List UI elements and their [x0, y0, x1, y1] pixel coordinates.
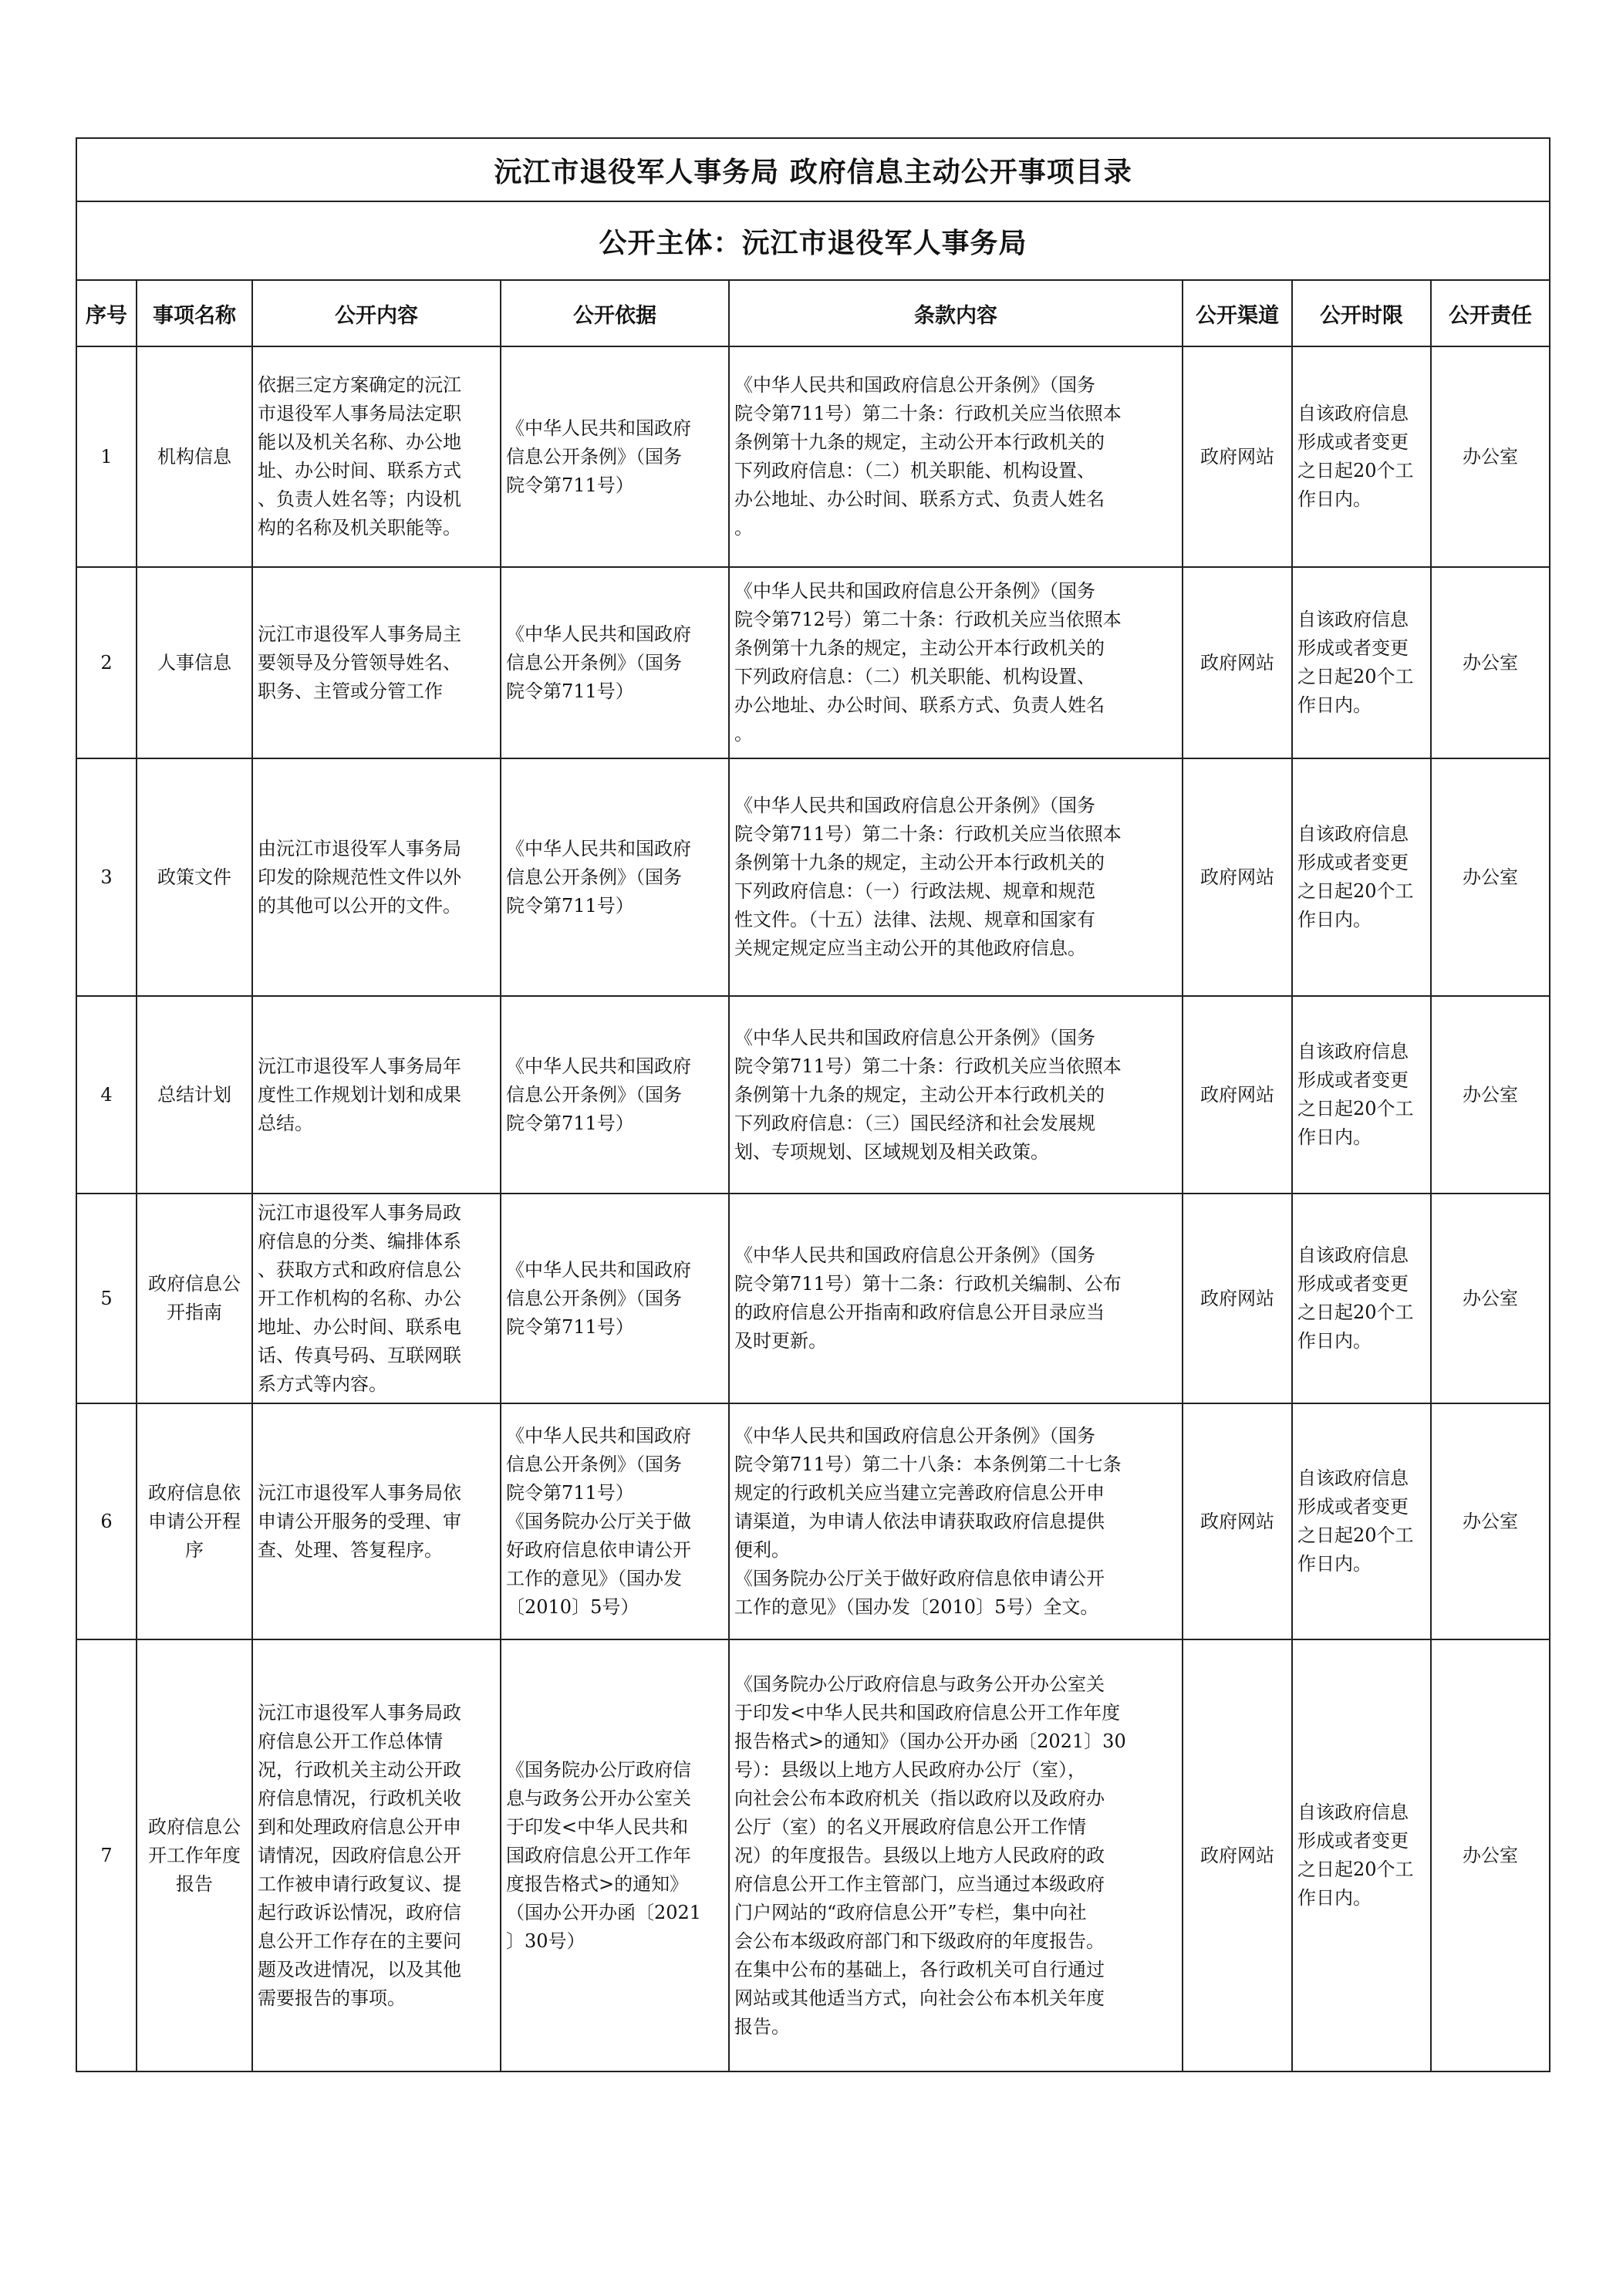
disclosure-content-text: 沅江市退役军人事务局主 要领导及分管领导姓名、 职务、主管或分管工作 [258, 623, 461, 702]
row-number-text: 6 [100, 1510, 113, 1532]
row-number [76, 758, 137, 996]
header-item-name: 事项名称 [137, 280, 252, 346]
disclosure-channel-text: 政府网站 [1200, 445, 1274, 468]
disclosure-channel [1183, 996, 1292, 1194]
disclosure-content [252, 1403, 501, 1639]
disclosure-content [252, 758, 501, 996]
disclosure-content [252, 996, 501, 1194]
disclosure-channel [1183, 1194, 1292, 1403]
disclosure-deadline-text: 自该政府信息 形成或者变更 之日起20个工 作日内。 [1297, 1041, 1414, 1148]
clause-content [729, 346, 1183, 567]
disclosure-content-text: 由沅江市退役军人事务局 印发的除规范性文件以外 的其他可以公开的文件。 [258, 837, 461, 917]
responsible-unit-text: 办公室 [1463, 1083, 1519, 1106]
responsible-unit-text: 办公室 [1463, 651, 1519, 674]
disclosure-content [252, 1194, 501, 1403]
item-name-text: 政策文件 [157, 866, 231, 888]
header-row [76, 280, 1550, 346]
row-number [76, 1194, 137, 1403]
disclosure-content [252, 567, 501, 758]
item-name [137, 1639, 252, 2071]
row-number [76, 567, 137, 758]
disclosure-basis [501, 346, 729, 567]
header-duty: 公开责任 [1431, 280, 1550, 346]
disclosure-basis-text: 《中华人民共和国政府 信息公开条例》（国务 院令第711号） [506, 837, 691, 917]
header-basis: 公开依据 [501, 280, 729, 346]
disclosure-basis [501, 567, 729, 758]
disclosure-content-text: 沅江市退役军人事务局政 府信息公开工作总体情 况，行政机关主动公开政 府信息情况，行政机关收 到和处理政府信息公开申 请情况，因政府信息公开 工作被申请行政复议、提 起行政诉讼情况，政府信 息公开工作存在的主要问 题及改进情况，以及其他 需要报告的事项。 [258, 1701, 461, 2009]
disclosure-basis-text: 《中华人民共和国政府 信息公开条例》（国务 院令第711号） [506, 1055, 691, 1134]
table-row [76, 346, 1550, 567]
responsible-unit [1431, 758, 1550, 996]
responsible-unit-text: 办公室 [1463, 866, 1519, 888]
table-row [76, 1194, 1550, 1403]
disclosure-content [252, 1639, 501, 2071]
disclosure-channel-text: 政府网站 [1200, 1844, 1274, 1866]
responsible-unit-text: 办公室 [1463, 1510, 1519, 1532]
disclosure-channel-text: 政府网站 [1200, 866, 1274, 888]
disclosure-channel-text: 政府网站 [1200, 1510, 1274, 1532]
disclosure-deadline [1292, 1194, 1431, 1403]
disclosure-deadline [1292, 1639, 1431, 2071]
table-row [76, 567, 1550, 758]
responsible-unit-text: 办公室 [1463, 445, 1519, 468]
disclosure-deadline [1292, 1403, 1431, 1639]
item-name-text: 政府信息公 开工作年度 报告 [148, 1815, 241, 1895]
disclosure-basis-text: 《国务院办公厅政府信 息与政务公开办公室关 于印发<中华人民共和 国政府信息公开工作年 度报告格式>的通知》 （国办公开办函〔2021 〕30号） [506, 1758, 702, 1952]
disclosure-deadline [1292, 346, 1431, 567]
clause-content-text: 《国务院办公厅政府信息与政务公开办公室关 于印发<中华人民共和国政府信息公开工作年度 报告格式>的通知》（国办公开办函〔2021〕30 号）：县级以上地方人民政府办公厅（室）， 向社会公布本政府机关（指以政府以及政府办 公厅（室）的名义开展政府信息公开工作情 况）的年度报告。县级以上地方人民政府的政 府信息公开工作主管部门，应当通过本级政府 门户网站的“政府信息公开”专栏，集中向社 会公布本级政府部门和下级政府的年度报告。 在集中公布的基础上，各行政机关可自行通过 网站或其他适当方式，向社会公布本机关年度 报告。 [734, 1673, 1126, 2038]
disclosure-channel [1183, 758, 1292, 996]
disclosure-deadline-text: 自该政府信息 形成或者变更 之日起20个工 作日内。 [1297, 403, 1414, 510]
disclosure-content-text: 沅江市退役军人事务局政 府信息的分类、编排体系 、获取方式和政府信息公 开工作机构的名称、办公 地址、办公时间、联系电 话、传真号码、互联网联 系方式等内容。 [258, 1201, 461, 1395]
responsible-unit [1431, 1403, 1550, 1639]
disclosure-content-text: 依据三定方案确定的沅江 市退役军人事务局法定职 能以及机关名称、办公地 址、办公时间、联系方式 、负责人姓名等；内设机 构的名称及机关职能等。 [258, 374, 461, 539]
item-name [137, 567, 252, 758]
item-name [137, 996, 252, 1194]
row-number-text: 1 [100, 445, 113, 468]
disclosure-channel [1183, 1639, 1292, 2071]
item-name [137, 758, 252, 996]
item-name-text: 机构信息 [157, 445, 231, 468]
disclosure-deadline-text: 自该政府信息 形成或者变更 之日起20个工 作日内。 [1297, 1467, 1414, 1575]
disclosure-deadline-text: 自该政府信息 形成或者变更 之日起20个工 作日内。 [1297, 823, 1414, 930]
disclosure-basis-text: 《中华人民共和国政府 信息公开条例》（国务 院令第711号） [506, 1258, 691, 1338]
clause-content-text: 《中华人民共和国政府信息公开条例》（国务 院令第711号）第二十条：行政机关应当依照本 条例第十九条的规定，主动公开本行政机关的 下列政府信息：（二）机关职能、机构设置、 办公地址、办公时间、联系方式、负责人姓名 。 [734, 374, 1122, 539]
disclosure-basis-text: 《中华人民共和国政府 信息公开条例》（国务 院令第711号） [506, 623, 691, 702]
disclosure-content-text: 沅江市退役军人事务局年 度性工作规划计划和成果 总结。 [258, 1055, 461, 1134]
row-number [76, 1639, 137, 2071]
disclosure-deadline-text: 自该政府信息 形成或者变更 之日起20个工 作日内。 [1297, 609, 1414, 716]
clause-content-text: 《中华人民共和国政府信息公开条例》（国务 院令第711号）第二十条：行政机关应当依照本 条例第十九条的规定，主动公开本行政机关的 下列政府信息：（一）行政法规、规章和规范 性文件。（十五）法律、法规、规章和国家有 关规定规定应当主动公开的其他政府信息。 [734, 795, 1122, 959]
header-content: 公开内容 [252, 280, 501, 346]
header-deadline: 公开时限 [1292, 280, 1431, 346]
disclosure-subject: 公开主体：沅江市退役军人事务局 [76, 201, 1550, 280]
disclosure-channel [1183, 567, 1292, 758]
table-row [76, 996, 1550, 1194]
table-row [76, 1403, 1550, 1639]
header-no: 序号 [76, 280, 137, 346]
row-number [76, 1403, 137, 1639]
responsible-unit [1431, 567, 1550, 758]
disclosure-basis [501, 758, 729, 996]
item-name [137, 1194, 252, 1403]
row-number-text: 3 [100, 866, 113, 888]
disclosure-basis-text: 《中华人民共和国政府 信息公开条例》（国务 院令第711号） 《国务院办公厅关于做 好政府信息依申请公开 工作的意见》（国办发 〔2010〕5号） [506, 1424, 691, 1618]
responsible-unit-text: 办公室 [1463, 1844, 1519, 1866]
disclosure-catalog-table [76, 137, 1550, 2072]
subject-row [76, 201, 1550, 280]
responsible-unit [1431, 1639, 1550, 2071]
responsible-unit [1431, 346, 1550, 567]
item-name [137, 346, 252, 567]
disclosure-deadline [1292, 996, 1431, 1194]
clause-content-text: 《中华人民共和国政府信息公开条例》（国务 院令第711号）第二十条：行政机关应当依照本 条例第十九条的规定，主动公开本行政机关的 下列政府信息：（三）国民经济和社会发展规 划、专项规划、区域规划及相关政策。 [734, 1026, 1122, 1163]
clause-content [729, 1639, 1183, 2071]
responsible-unit [1431, 1194, 1550, 1403]
disclosure-content [252, 346, 501, 567]
disclosure-basis [501, 996, 729, 1194]
row-number-text: 4 [100, 1083, 113, 1106]
disclosure-channel-text: 政府网站 [1200, 651, 1274, 674]
table-row [76, 758, 1550, 996]
clause-content [729, 758, 1183, 996]
disclosure-channel-text: 政府网站 [1200, 1287, 1274, 1309]
header-channel: 公开渠道 [1183, 280, 1292, 346]
disclosure-basis [501, 1639, 729, 2071]
item-name-text: 人事信息 [157, 651, 231, 674]
row-number [76, 346, 137, 567]
row-number-text: 2 [100, 651, 113, 674]
item-name-text: 总结计划 [157, 1083, 231, 1106]
item-name-text: 政府信息公 开指南 [148, 1273, 241, 1323]
disclosure-deadline-text: 自该政府信息 形成或者变更 之日起20个工 作日内。 [1297, 1244, 1414, 1352]
title-row [76, 138, 1550, 201]
table-row [76, 1639, 1550, 2071]
row-number-text: 7 [100, 1844, 113, 1866]
responsible-unit-text: 办公室 [1463, 1287, 1519, 1309]
responsible-unit [1431, 996, 1550, 1194]
item-name-text: 政府信息依 申请公开程 序 [148, 1481, 241, 1561]
document-title: 沅江市退役军人事务局 政府信息主动公开事项目录 [76, 138, 1550, 201]
clause-content-text: 《中华人民共和国政府信息公开条例》（国务 院令第711号）第二十八条：本条例第二十七条 规定的行政机关应当建立完善政府信息公开申 请渠道，为申请人依法申请获取政府信息提供 便利。 《国务院办公厅关于做好政府信息依申请公开 工作的意见》（国办发〔2010〕5号）全文。 [734, 1424, 1122, 1618]
row-number [76, 996, 137, 1194]
disclosure-basis-text: 《中华人民共和国政府 信息公开条例》（国务 院令第711号） [506, 417, 691, 496]
clause-content [729, 996, 1183, 1194]
disclosure-channel-text: 政府网站 [1200, 1083, 1274, 1106]
clause-content [729, 1194, 1183, 1403]
disclosure-deadline [1292, 567, 1431, 758]
disclosure-content-text: 沅江市退役军人事务局依 申请公开服务的受理、审 查、处理、答复程序。 [258, 1481, 461, 1561]
clause-content-text: 《中华人民共和国政府信息公开条例》（国务 院令第712号）第二十条：行政机关应当依照本 条例第十九条的规定，主动公开本行政机关的 下列政府信息：（二）机关职能、机构设置、 办公地址、办公时间、联系方式、负责人姓名 。 [734, 580, 1122, 745]
header-clause: 条款内容 [729, 280, 1183, 346]
clause-content [729, 567, 1183, 758]
disclosure-basis [501, 1194, 729, 1403]
disclosure-deadline [1292, 758, 1431, 996]
disclosure-basis [501, 1403, 729, 1639]
disclosure-deadline-text: 自该政府信息 形成或者变更 之日起20个工 作日内。 [1297, 1801, 1414, 1909]
item-name [137, 1403, 252, 1639]
row-number-text: 5 [100, 1287, 113, 1309]
clause-content-text: 《中华人民共和国政府信息公开条例》（国务 院令第711号）第十二条：行政机关编制、公布 的政府信息公开指南和政府信息公开目录应当 及时更新。 [734, 1244, 1122, 1352]
clause-content [729, 1403, 1183, 1639]
disclosure-channel [1183, 1403, 1292, 1639]
disclosure-channel [1183, 346, 1292, 567]
